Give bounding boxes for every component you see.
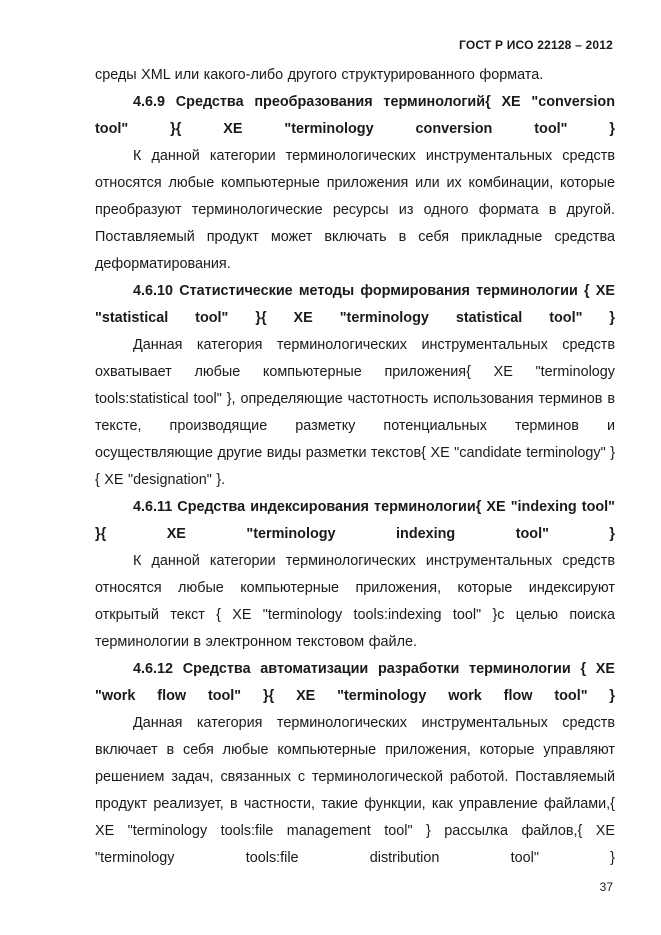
- section-heading-4-6-10: 4.6.10 Статистические методы формирования терминологии { XE "statistical tool" }{ XE "terminology statistical tool" }: [95, 283, 615, 326]
- paragraph-4-6-10: Данная категория терминологических инструментальных средств охватывает любые компьютерные приложения{ XE "terminology tools:statistical tool" }, определяющие частотность использования терминов в тексте, производящие разметку потенциальных терминов и осуществляющие другие виды разметки текстов{ XE "candidate terminology" }{ XE "designation" }.: [95, 337, 615, 488]
- section-heading-4-6-9: 4.6.9 Средства преобразования терминологий{ XE "conversion tool" }{ XE "terminology conversion tool" }: [95, 94, 615, 137]
- document-body: [95, 62, 615, 872]
- section-heading-4-6-12: 4.6.12 Средства автоматизации разработки терминологии { XE "work flow tool" }{ XE "terminology work flow tool" }: [95, 661, 615, 704]
- paragraph-4-6-11: К данной категории терминологических инструментальных средств относятся любые компьютерные приложения, которые индексируют открытый текст { XE "terminology tools:indexing tool" }с целью поиска терминологии в электронном текстовом файле.: [95, 553, 615, 650]
- section-heading-4-6-11: 4.6.11 Средства индексирования терминологии{ XE "indexing tool" }{ XE "terminology indexing tool" }: [95, 499, 615, 542]
- document-header: ГОСТ Р ИСО 22128 – 2012: [458, 38, 613, 52]
- paragraph-4-6-9: К данной категории терминологических инструментальных средств относятся любые компьютерные приложения или их комбинации, которые преобразуют терминологические ресурсы из одного формата в другой. Поставляемый продукт может включать в себя прикладные средства деформатирования.: [95, 148, 615, 272]
- paragraph-4-6-12: Данная категория терминологических инструментальных средств включает в себя любые компьютерные приложения, которые управляют решением задач, связанных с терминологической работой. Поставляемый продукт реализует, в частности, такие функции, как управление файлами,{ XE "terminology tools:file management tool" } рассылка файлов,{ XE "terminology tools:file distribution tool" }: [95, 715, 615, 866]
- page-number: 37: [599, 880, 613, 894]
- paragraph-continuation: среды XML или какого-либо другого структурированного формата.: [95, 67, 544, 83]
